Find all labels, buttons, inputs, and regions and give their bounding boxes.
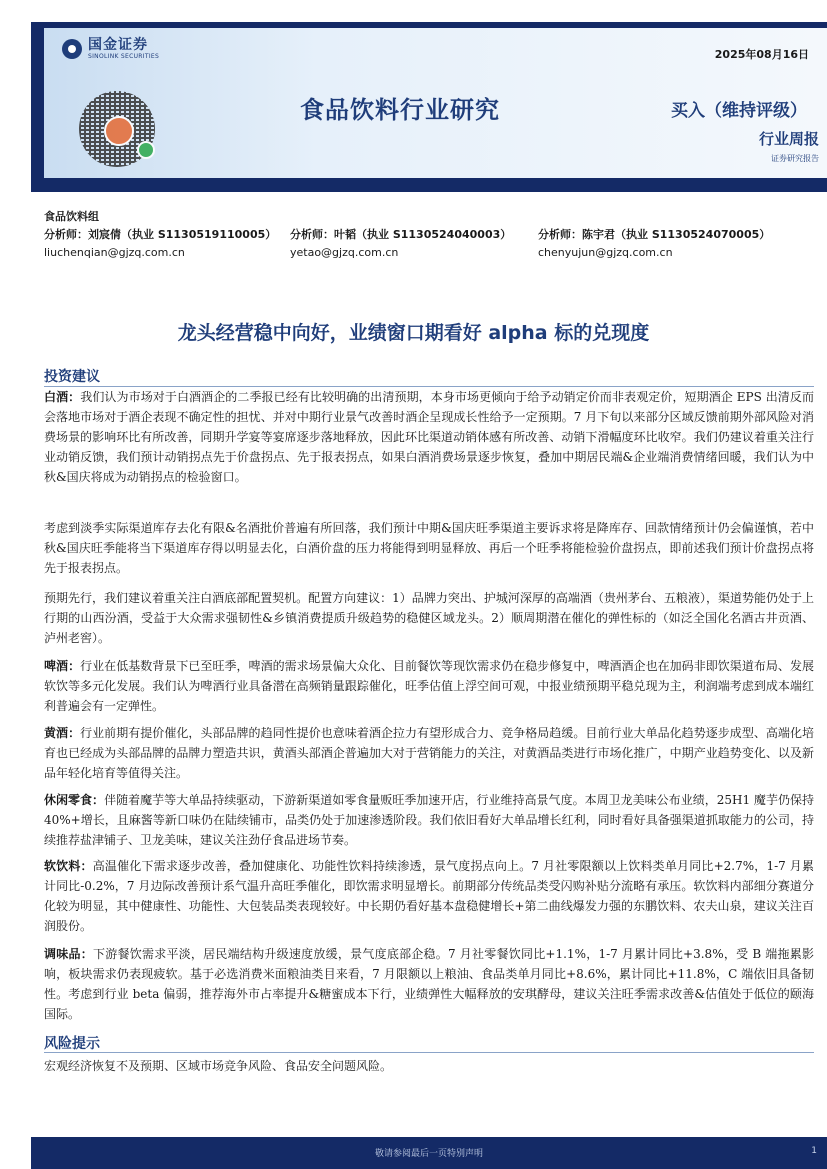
paragraph-lead: 休闲零食： [44,793,105,807]
paragraph-soft-drinks [44,856,814,936]
paragraph-snacks [44,790,814,850]
paragraph-text: 宏观经济恢复不及预期、区域市场竞争风险、食品安全问题风险。 [44,1059,393,1073]
paragraph-condiments [44,944,814,1024]
report-subtype: 证券研究报告 [771,154,819,163]
paragraph-baijiu-inventory [44,518,814,578]
section-title-investment: 投资建议 [44,369,100,385]
section-divider [44,1052,814,1053]
paragraph-lead: 调味品： [44,947,93,961]
analyst-2 [290,226,511,262]
brand-logo-icon [62,39,82,59]
report-type: 行业周报 [758,130,819,148]
report-date: 2025年08月16日 [714,48,809,61]
qr-code-icon [79,91,155,167]
analyst-name: 分析师：陈宇君（执业 S1130524070005） [538,228,771,241]
rating-badge: 买入（维持评级） [671,101,807,121]
footer-disclaimer[interactable]: 敬请参阅最后一页特别声明 [374,1149,483,1159]
qr-seal-icon [104,116,134,146]
brand-name-en: SINOLINK SECURITIES [88,53,160,60]
paragraph-text: 考虑到淡季实际渠道库存去化有限&名酒批价普遍有所回落，我们预计中期&国庆旺季渠道主要诉求将是降库存、回款情绪预计仍会偏谨慎，若中秋&国庆旺季能将当下渠道库存得以明显去化，白酒价盘的压力将能得到明显释放、再后一个旺季将能检验价盘拐点，即前述我们预计价盘拐点将先于报表拐点。 [44,521,814,575]
paragraph-text: 我们认为市场对于白酒酒企的二季报已经有比较明确的出清预期，本身市场更倾向于给予动销定价而非表观定价，短期酒企 EPS 出清反而会落地市场对于酒企表现不确定性的担忧、并对中期行业景气改善时酒企呈现成长性给予一定预期。7 月下旬以来部分区域反馈前期外部风险对消费场景的影响环比有所改善，同期升学宴等宴席逐步落地释放，因此环比渠道动销体感有所改善、动销下滑幅度环比收窄。我们仍建议着重关注行业动销反馈，我们预计动销拐点先于价盘拐点、先于报表拐点，如果白酒消费场景逐步恢复，叠加中期居民端&企业端消费情绪回暖，我们认为中秋&国庆将成为动销拐点的检验窗口。 [44,390,814,484]
analyst-email[interactable]: chenyujun@gjzq.com.cn [538,246,673,259]
report-title: 食品饮料行业研究 [300,96,500,124]
paragraph-text: 高温催化下需求逐步改善，叠加健康化、功能性饮料持续渗透，景气度拐点向上。7 月社零限额以上饮料类单月同比+2.7%，1-7 月累计同比-0.2%，7 月边际改善预计系气温升高旺季催化，即饮需求明显增长。前期部分传统品类受闪购补贴分流略有承压。软饮料内部细分赛道分化较为明显，其中健康性、功能性、大包装品类表现较好。中长期仍看好基本盘稳健增长+第二曲线爆发力强的东鹏饮料、农夫山泉，建议关注百润股份。 [44,859,814,933]
report-headline: 龙头经营稳中向好，业绩窗口期看好 alpha 标的兑现度 [177,322,650,344]
paragraph-text: 行业在低基数背景下已至旺季，啤酒的需求场景偏大众化、目前餐饮等现饮需求仍在稳步修复中，啤酒酒企也在加码非即饮渠道布局、发展软饮等多元化发展。我们认为啤酒行业具备潜在高频销量跟踪催化，旺季估值上浮空间可观，中报业绩预期平稳兑现为主，利润端考虑到成本端红利普遍会有一定弹性。 [44,659,814,713]
brand-name-cn: 国金证券 [88,37,148,53]
analyst-1 [44,226,276,262]
paragraph-lead: 黄酒： [44,726,81,740]
brand-logo [62,38,159,60]
paragraph-lead: 软饮料： [44,859,93,873]
paragraph-baijiu-allocation [44,588,814,648]
analyst-3 [538,226,770,262]
analyst-name: 分析师：刘宸倩（执业 S1130519110005） [44,228,277,241]
section-title-risk: 风险提示 [44,1036,100,1052]
paragraph-text: 伴随着魔芋等大单品持续驱动，下游新渠道如零食量贩旺季加速开店，行业维持高景气度。本周卫龙美味公布业绩，25H1 魔芋仍保持 40%+增长，且麻酱等新口味仍在陆续铺市，品类仍处于加速渗透阶段。我们依旧看好大单品增长红利，同时看好具备强渠道抓取能力的公司，持续推荐盐津铺子、卫龙美味，建议关注劲仔食品进场节奏。 [44,793,814,847]
paragraph-risk [44,1056,814,1076]
paragraph-text: 下游餐饮需求平淡，居民端结构升级速度放缓，景气度底部企稳。7 月社零餐饮同比+1.1%，1-7 月累计同比+3.8%，受 B 端拖累影响，板块需求仍表现疲软。基于必选消费米面粮油类目来看，7 月限额以上粮油、食品类单月同比+8.6%，累计同比+11.8%，C 端依旧具备韧性。考虑到行业 beta 偏弱，推荐海外市占率提升&糖蜜成本下行，业绩弹性大幅释放的安琪酵母，建议关注旺季需求改善&估值处于低位的颐海国际。 [44,947,814,1021]
page-number: 1 [811,1146,817,1156]
team-name: 食品饮料组 [44,210,99,223]
analyst-email[interactable]: liuchenqian@gjzq.com.cn [44,246,185,259]
paragraph-huangjiu [44,723,814,783]
paragraph-lead: 白酒： [44,390,81,404]
qr-wechat-icon [137,141,155,159]
paragraph-baijiu [44,387,814,487]
paragraph-beer [44,656,814,716]
paragraph-lead: 啤酒： [44,659,81,673]
paragraph-text: 预期先行，我们建议着重关注白酒底部配置契机。配置方向建议：1）品牌力突出、护城河深厚的高端酒（贵州茅台、五粮液），渠道势能仍处于上行期的山西汾酒，受益于大众需求强韧性&乡镇消费提质升级趋势的稳健区域龙头。2）顺周期潜在催化的弹性标的（如泛全国化名酒古井贡酒、泸州老窖）。 [44,591,814,645]
analyst-email[interactable]: yetao@gjzq.com.cn [290,246,399,259]
page-footer [31,1137,827,1169]
analyst-name: 分析师：叶韬（执业 S1130524040003） [290,228,512,241]
paragraph-text: 行业前期有提价催化，头部品牌的趋同性提价也意味着酒企拉力有望形成合力、竞争格局趋缓。目前行业大单品化趋势逐步成型、高端化培育也已经成为头部品牌的品牌力塑造共识，黄酒头部酒企普遍加大对于营销能力的关注，对黄酒品类进行市场化推广，中期产业趋势变化、以及新品年轻化培育等值得关注。 [44,726,814,780]
